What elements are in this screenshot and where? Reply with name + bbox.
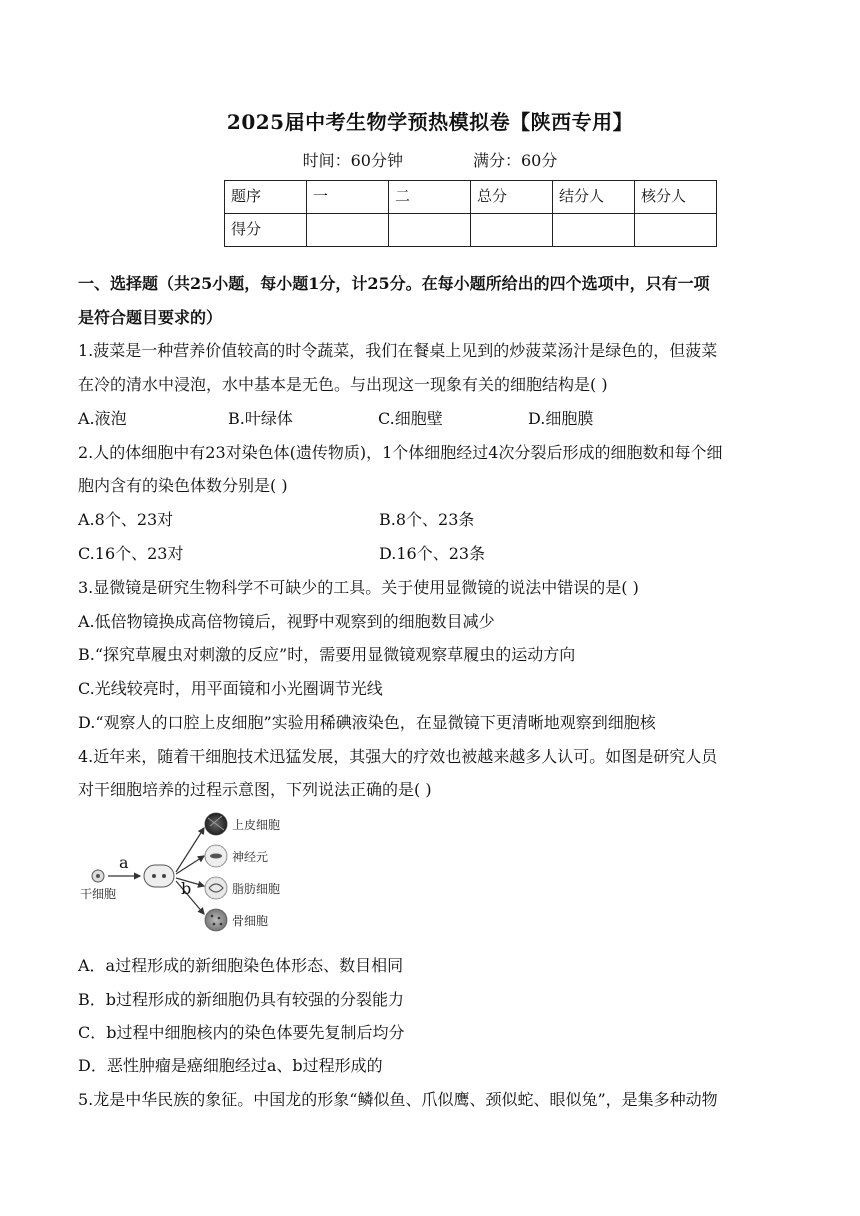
q4-option-c: C．b过程中细胞核内的染色体要先复制后均分 — [78, 1023, 405, 1042]
score-cell: 题序 — [225, 181, 307, 214]
q3-option-c: C.光线较亮时，用平面镜和小光圈调节光线 — [78, 679, 383, 698]
stem-cell-label: 干细胞 — [80, 887, 117, 901]
q1-option-a: A.液泡 — [78, 409, 127, 428]
q2-option-c: C.16个、23对 — [78, 544, 184, 563]
q4-option-a: A．a过程形成的新细胞染色体形态、数目相同 — [78, 956, 404, 975]
stem-cell-diagram — [78, 806, 318, 942]
page-title: 2025届中考生物学预热模拟卷【陕西专用】 — [226, 110, 634, 134]
q2-option-d: D.16个、23条 — [379, 544, 486, 563]
score-cell: 核分人 — [635, 181, 717, 214]
q3-option-b: B.“探究草履虫对刺激的反应”时，需要用显微镜观察草履虫的运动方向 — [78, 645, 576, 664]
arrow-a-label: a — [119, 853, 129, 872]
q2-option-a: A.8个、23对 — [78, 510, 174, 529]
section-heading-cont: 是符合题目要求的） — [78, 308, 223, 327]
question-1-stem-cont: 在冷的清水中浸泡，水中基本是无色。与出现这一现象有关的细胞结构是( ) — [78, 375, 608, 394]
section-heading: 一、选择题（共25小题，每小题1分，计25分。在每小题所给出的四个选项中，只有一项 — [78, 274, 710, 293]
score-cell: 一 — [307, 181, 389, 214]
neuron-label: 神经元 — [232, 850, 269, 864]
stem-cell-diagram-svg — [78, 806, 318, 942]
exam-time: 时间：60分钟 — [302, 151, 403, 170]
q3-option-d: D.“观察人的口腔上皮细胞”实验用稀碘液染色，在显微镜下更清晰地观察到细胞核 — [78, 713, 656, 732]
question-2-stem-cont: 胞内含有的染色体数分别是( ) — [78, 476, 288, 495]
score-cell: 得分 — [225, 214, 307, 247]
question-5-stem: 5.龙是中华民族的象征。中国龙的形象“鳞似鱼、爪似鹰、颈似蛇、眼似兔”，是集多种动物 — [78, 1090, 718, 1109]
score-cell: 结分人 — [553, 181, 635, 214]
score-table-row — [225, 214, 717, 247]
exam-meta — [0, 148, 860, 171]
arrow-b-label: b — [181, 879, 192, 898]
score-cell — [471, 214, 553, 247]
bone-cell-icon — [205, 909, 227, 931]
divided-cell-icon — [144, 865, 174, 887]
q4-option-d: D．恶性肿瘤是癌细胞经过a、b过程形成的 — [78, 1056, 383, 1075]
q1-option-d: D.细胞膜 — [528, 409, 594, 428]
q1-option-b: B.叶绿体 — [228, 409, 293, 428]
score-cell: 总分 — [471, 181, 553, 214]
question-4-stem-cont: 对干细胞培养的过程示意图，下列说法正确的是( ) — [78, 780, 432, 799]
score-table — [224, 180, 717, 247]
question-1-stem: 1.菠菜是一种营养价值较高的时令蔬菜，我们在餐桌上见到的炒菠菜汤汁是绿色的，但菠菜 — [78, 341, 718, 360]
fat-cell-label: 脂肪细胞 — [232, 882, 281, 896]
exam-full-score: 满分：60分 — [473, 151, 558, 170]
score-cell — [635, 214, 717, 247]
q4-option-b: B．b过程形成的新细胞仍具有较强的分裂能力 — [78, 990, 405, 1009]
q3-option-a: A.低倍物镜换成高倍物镜后，视野中观察到的细胞数目减少 — [78, 612, 495, 631]
q2-option-b: B.8个、23条 — [379, 510, 475, 529]
question-4-stem: 4.近年来，随着干细胞技术迅猛发展，其强大的疗效也被越来越多人认可。如图是研究人员 — [78, 747, 718, 766]
score-table-row — [225, 181, 717, 214]
score-cell — [553, 214, 635, 247]
bone-cell-label: 骨细胞 — [232, 914, 269, 928]
score-cell — [389, 214, 471, 247]
score-cell: 二 — [389, 181, 471, 214]
question-2-stem: 2.人的体细胞中有23对染色体(遗传物质)，1个体细胞经过4次分裂后形成的细胞数和每个细 — [78, 443, 723, 462]
q1-option-c: C.细胞壁 — [378, 409, 443, 428]
score-cell — [307, 214, 389, 247]
question-3-stem: 3.显微镜是研究生物科学不可缺少的工具。关于使用显微镜的说法中错误的是( ) — [78, 578, 639, 597]
epithelial-cell-label: 上皮细胞 — [232, 818, 281, 832]
